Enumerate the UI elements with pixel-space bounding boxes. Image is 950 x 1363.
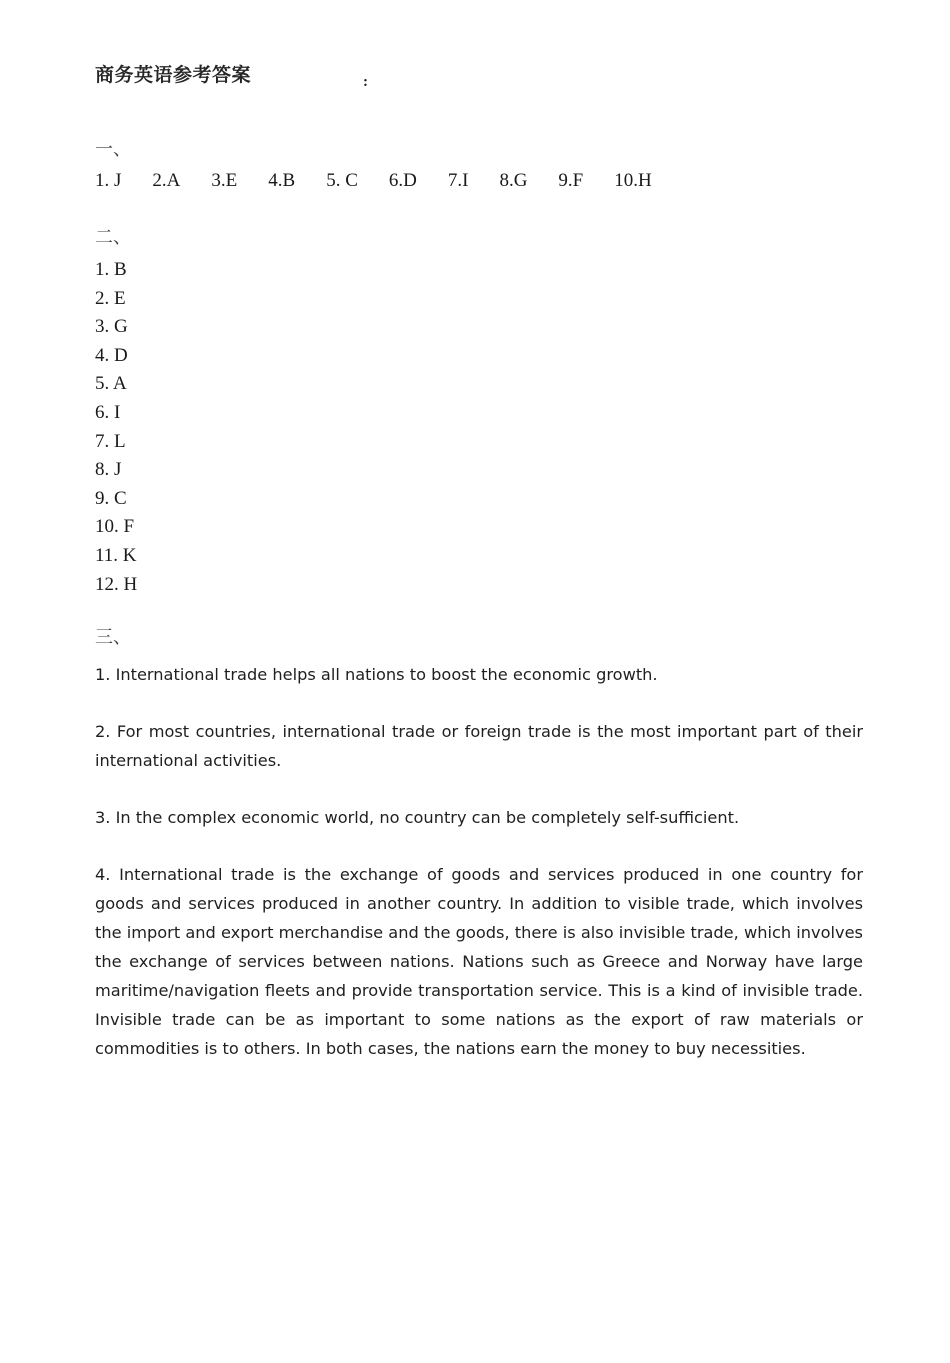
list-item: 10. F bbox=[95, 516, 135, 538]
section-two bbox=[95, 228, 495, 599]
answer-paragraph: 2. For most countries, international trade or foreign trade is the most important part of their international activities. bbox=[95, 722, 863, 770]
answer-item: 10.H bbox=[614, 170, 652, 191]
section-one-marker: 一、 bbox=[95, 139, 131, 159]
list-item: 8. J bbox=[95, 459, 122, 481]
answer-paragraph: 3. In the complex economic world, no country can be completely self-sufficient. bbox=[95, 808, 740, 827]
list-item: 7. L bbox=[95, 430, 126, 452]
section-one bbox=[95, 140, 861, 192]
list-item: 11. K bbox=[95, 544, 137, 566]
list-item: 12. H bbox=[95, 573, 138, 595]
section-two-answer-list bbox=[95, 256, 495, 599]
section-one-answer-row bbox=[95, 170, 861, 192]
list-item: 5. A bbox=[95, 373, 127, 395]
answer-item: 4.B bbox=[268, 170, 296, 191]
answer-item: 8.G bbox=[499, 170, 528, 191]
list-item: 4. D bbox=[95, 344, 128, 366]
list-item: 3. G bbox=[95, 316, 128, 338]
page-title: 商务英语参考答案 bbox=[95, 65, 252, 86]
answer-item: 7.I bbox=[447, 170, 469, 191]
list-item: 9. C bbox=[95, 487, 127, 509]
answer-item: 1. J bbox=[95, 170, 122, 191]
answer-paragraph: 4. International trade is the exchange of goods and services produced in one country for goods and services produced in another country. In addition to visible trade, which involves the import and export merchandise and the goods, there is also invisible trade, which involves the exchange of services between nations. Nations such as Greece and Norway have large maritime/navigation fleets and provide transportation service. This is a kind of invisible trade. Invisible trade can be as important to some nations as the export of raw materials or commodities is to others. In both cases, the nations earn the money to buy necessities. bbox=[95, 865, 863, 1058]
answer-paragraph: 1. International trade helps all nations to boost the economic growth. bbox=[95, 665, 658, 684]
document-header bbox=[95, 60, 861, 94]
answer-item: 6.D bbox=[388, 170, 417, 191]
list-item: 6. I bbox=[95, 401, 121, 423]
answer-item: 5. C bbox=[326, 170, 358, 191]
answer-item: 3.E bbox=[211, 170, 238, 191]
section-two-marker: 二、 bbox=[95, 227, 131, 247]
section-three bbox=[95, 628, 863, 1063]
title-colon: : bbox=[363, 74, 368, 90]
list-item: 1. B bbox=[95, 259, 127, 280]
list-item: 2. E bbox=[95, 287, 126, 309]
section-three-marker: 三、 bbox=[95, 627, 131, 647]
answer-item: 2.A bbox=[152, 170, 181, 191]
answer-item: 9.F bbox=[558, 170, 584, 191]
